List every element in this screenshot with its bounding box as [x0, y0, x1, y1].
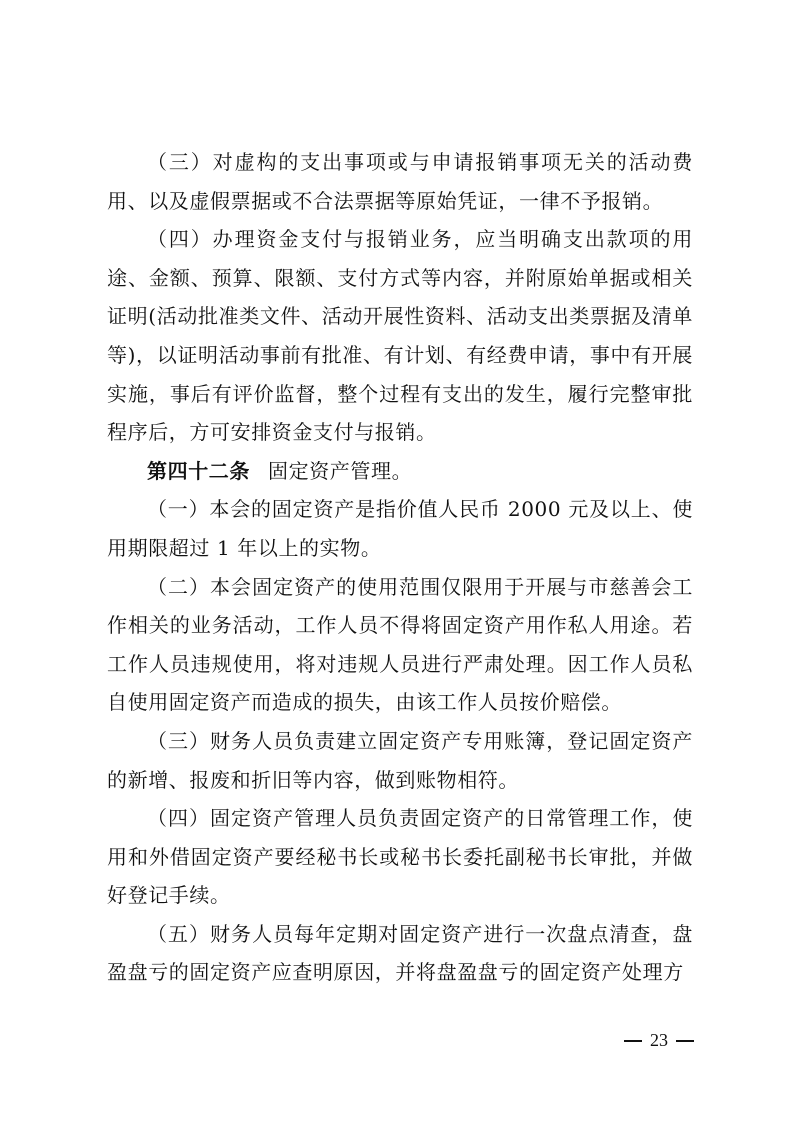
- paragraph-4: （四）办理资金支付与报销业务，应当明确支出款项的用途、金额、预算、限额、支付方式等内容，并附原始单据或相关证明(活动批准类文件、活动开展性资料、活动支出类票据及清单等)，以证明活动事前有批准、有计划、有经费申请，事中有开展实施，事后有评价监督，整个过程有支出的发生，履行完整审批程序后，方可安排资金支付与报销。: [107, 227, 693, 445]
- article-paragraph-4: （四）固定资产管理人员负责固定资产的日常管理工作，使用和外借固定资产要经秘书长或秘书长委托副秘书长审批，并做好登记手续。: [107, 806, 693, 908]
- article-number: 第四十二条: [147, 458, 250, 483]
- article-paragraph-2: （二）本会固定资产的使用范围仅限用于开展与市慈善会工作相关的业务活动，工作人员不得将固定资产用作私人用途。若工作人员违规使用，将对违规人员进行严肃处理。因工作人员私自使用固定资产而造成的损失，由该工作人员按价赔偿。: [107, 574, 693, 715]
- document-body: [107, 143, 693, 992]
- article-title: 固定资产管理。: [268, 458, 413, 483]
- paragraph-3: （三）对虚构的支出事项或与申请报销事项无关的活动费用、以及虚假票据或不合法票据等原始凭证，一律不予报销。: [107, 150, 693, 213]
- article-paragraph-1: （一）本会的固定资产是指价值人民币 2000 元及以上、使用期限超过 1 年以上的实物。: [107, 497, 693, 560]
- article-paragraph-5: （五）财务人员每年定期对固定资产进行一次盘点清查，盘盈盘亏的固定资产应查明原因，并将盘盈盘亏的固定资产处理方: [107, 921, 693, 985]
- article-paragraph-3: （三）财务人员负责建立固定资产专用账簿，登记固定资产的新增、报废和折旧等内容，做到账物相符。: [107, 728, 693, 792]
- article-heading: [107, 452, 693, 491]
- footer-dash-left: [624, 1040, 642, 1042]
- page-number: 23: [650, 1030, 668, 1050]
- footer-dash-right: [676, 1040, 694, 1042]
- page-footer: [624, 1030, 694, 1051]
